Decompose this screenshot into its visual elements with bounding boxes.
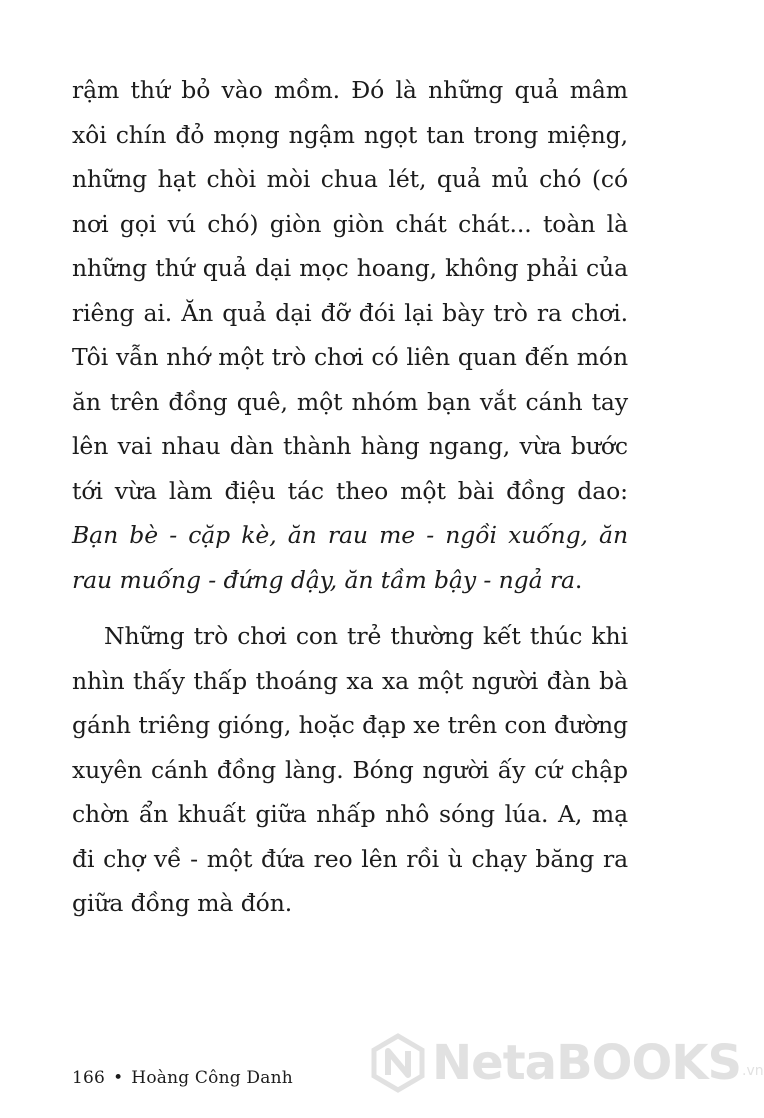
paragraph-2: Những trò chơi con trẻ thường kết thúc khi nhìn thấy thấp thoáng xa xa một người đàn bà gánh triêng gióng, hoặc đạp xe trên con đường xuyên cánh đồng làng. Bóng người ấy cứ chập chờn ẩn khuất giữa nhấp nhô sóng lúa. A, mạ đi chợ về - một đứa reo lên rồi ù chạy băng ra giữa đồng mà đón.: [72, 622, 628, 917]
paragraph-1-end: .: [574, 565, 583, 594]
watermark-brand: NetaBOOKS: [432, 1035, 742, 1091]
paragraph-1-text: rậm thứ bỏ vào mồm. Đó là những quả mâm xôi chín đỏ mọng ngậm ngọt tan trong miệng, những hạt chòi mòi chua lét, quả mủ chó (có nơi gọi vú chó) giòn giòn chát chát... toàn là những thứ quả dại mọc hoang, không phải của riêng ai. Ăn quả dại đỡ đói lại bày trò ra chơi. Tôi vẫn nhớ một trò chơi có liên quan đến món ăn trên đồng quê, một nhóm bạn vắt cánh tay lên vai nhau dàn thành hàng ngang, vừa bước tới vừa làm điệu tác theo một bài đồng dao:: [72, 76, 628, 505]
watermark: [368, 1033, 764, 1093]
watermark-suffix: .vn: [742, 1063, 764, 1079]
page-footer: [72, 1068, 293, 1088]
netabooks-logo-icon: [368, 1033, 428, 1093]
page-number: 166: [72, 1068, 106, 1088]
paragraph-1: [72, 68, 628, 602]
author-name: Hoàng Công Danh: [131, 1068, 293, 1088]
footer-separator: •: [113, 1068, 124, 1088]
paragraph-1-italic-verse: Bạn bè - cặp kè, ăn rau me - ngồi xuống, ăn rau muống - đứng dậy, ăn tầm bậy - ngả ra: [72, 521, 628, 594]
page-body: [72, 68, 628, 926]
